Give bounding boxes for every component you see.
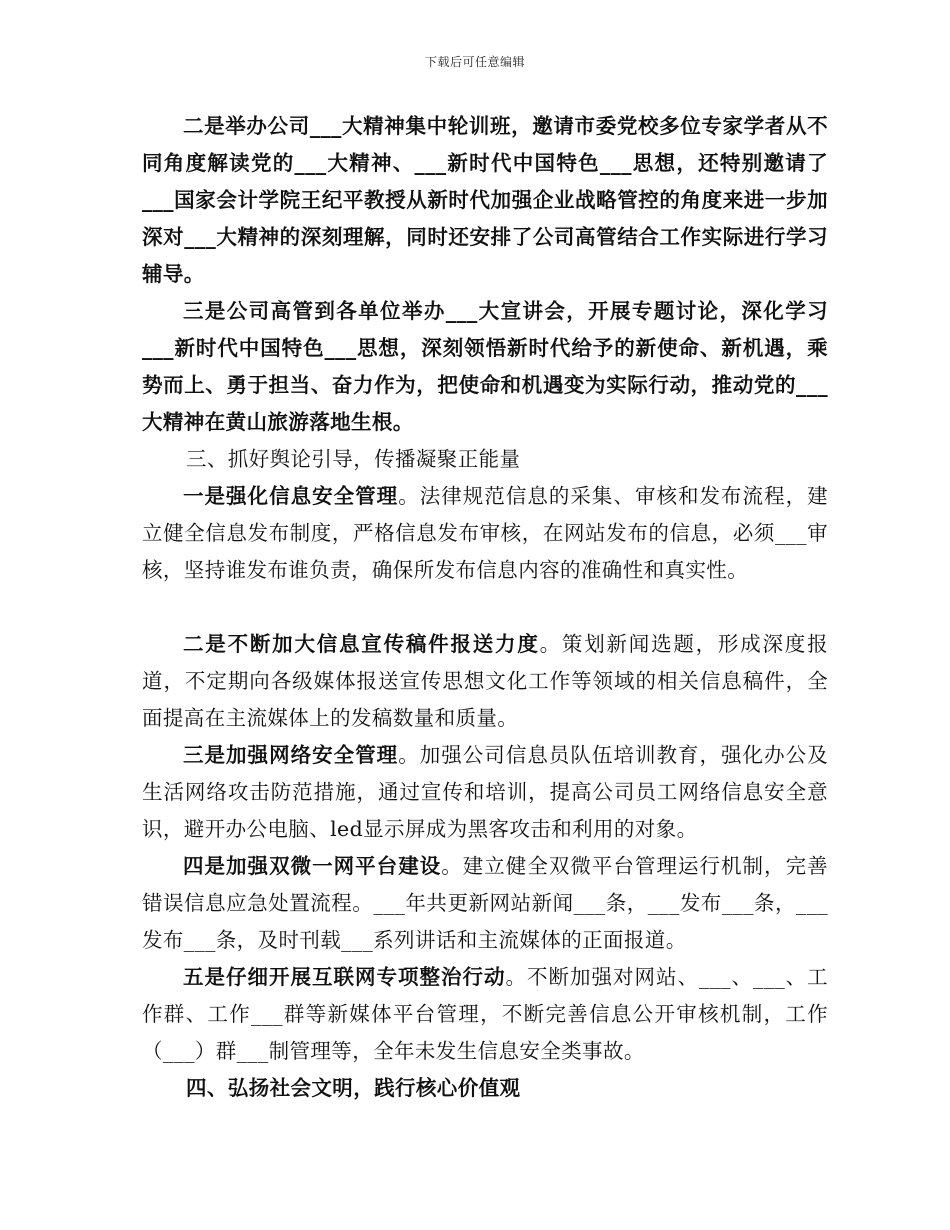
paragraph-lead: 四是加强双微一网平台建设	[183, 854, 442, 878]
paragraph-lecture: 三是公司高管到各单位举办___大宣讲会，开展专题讨论，深化学习___新时代中国特色___思想，深刻领悟新时代给予的新使命、新机遇，乘势而上、勇于担当、奋力作为，把使命和机遇变为实际行动，推动党的___大精神在黄山旅游落地生根。	[142, 299, 828, 434]
paragraph-lead: 三是加强网络安全管理	[183, 743, 399, 767]
page-header: 下载后可任意编辑	[424, 55, 525, 69]
paragraph-body: 。加强公司信息员队伍培训教育，强化办公及生活网络攻击防范措施，通过宣传和培训，提高公司员工网络信息安全意识，避开办公电脑、led显示屏成为黑客攻击和利用的对象。	[142, 743, 829, 841]
paragraph-body: 。策划新闻选题，形成深度报道，不定期向各级媒体报送宣传思想文化工作等领域的相关信息稿件，全面提高在主流媒体上的发稿数量和质量。	[142, 632, 828, 730]
paragraph-platform	[142, 848, 828, 959]
paragraph-info-security	[142, 478, 828, 589]
paragraph-network-security	[142, 737, 828, 848]
paragraph-lead: 二是不断加大信息宣传稿件报送力度	[183, 632, 540, 656]
paragraph-lead: 一是强化信息安全管理	[183, 484, 399, 508]
paragraph-body: 。建立健全双微平台管理运行机制，完善错误信息应急处置流程。___年共更新网站新闻___条，___发布___条，___发布___条，及时刊载___系列讲话和主流媒体的正面报道。	[142, 854, 828, 952]
section-heading-4: 四、弘扬社会文明，践行核心价值观	[186, 1076, 521, 1100]
paragraph-lead: 五是仔细开展互联网专项整治行动	[183, 965, 506, 989]
paragraph-body: 。不断加强对网站、___、___、工作群、工作___群等新媒体平台管理，不断完善信息公开审核机制，工作（___）群___制管理等，全年未发生信息安全类事故。	[142, 965, 828, 1063]
paragraph-body: 。法律规范信息的采集、审核和发布流程，建立健全信息发布制度，严格信息发布审核，在网站发布的信息，必须___审核，坚持谁发布谁负责，确保所发布信息内容的准确性和真实性。	[142, 484, 829, 582]
section-heading-3: 三、抓好舆论引导，传播凝聚正能量	[186, 447, 521, 471]
paragraph-training: 二是举办公司___大精神集中轮训班，邀请市委党校多位专家学者从不同角度解读党的___大精神、___新时代中国特色___思想，还特别邀请了___国家会计学院王纪平教授从新时代加强企业战略管控的角度来进一步加深对___大精神的深刻理解，同时还安排了公司高管结合工作实际进行学习辅导。	[142, 114, 828, 286]
paragraph-internet-rectification	[142, 959, 828, 1070]
paragraph-publicity	[142, 626, 828, 737]
